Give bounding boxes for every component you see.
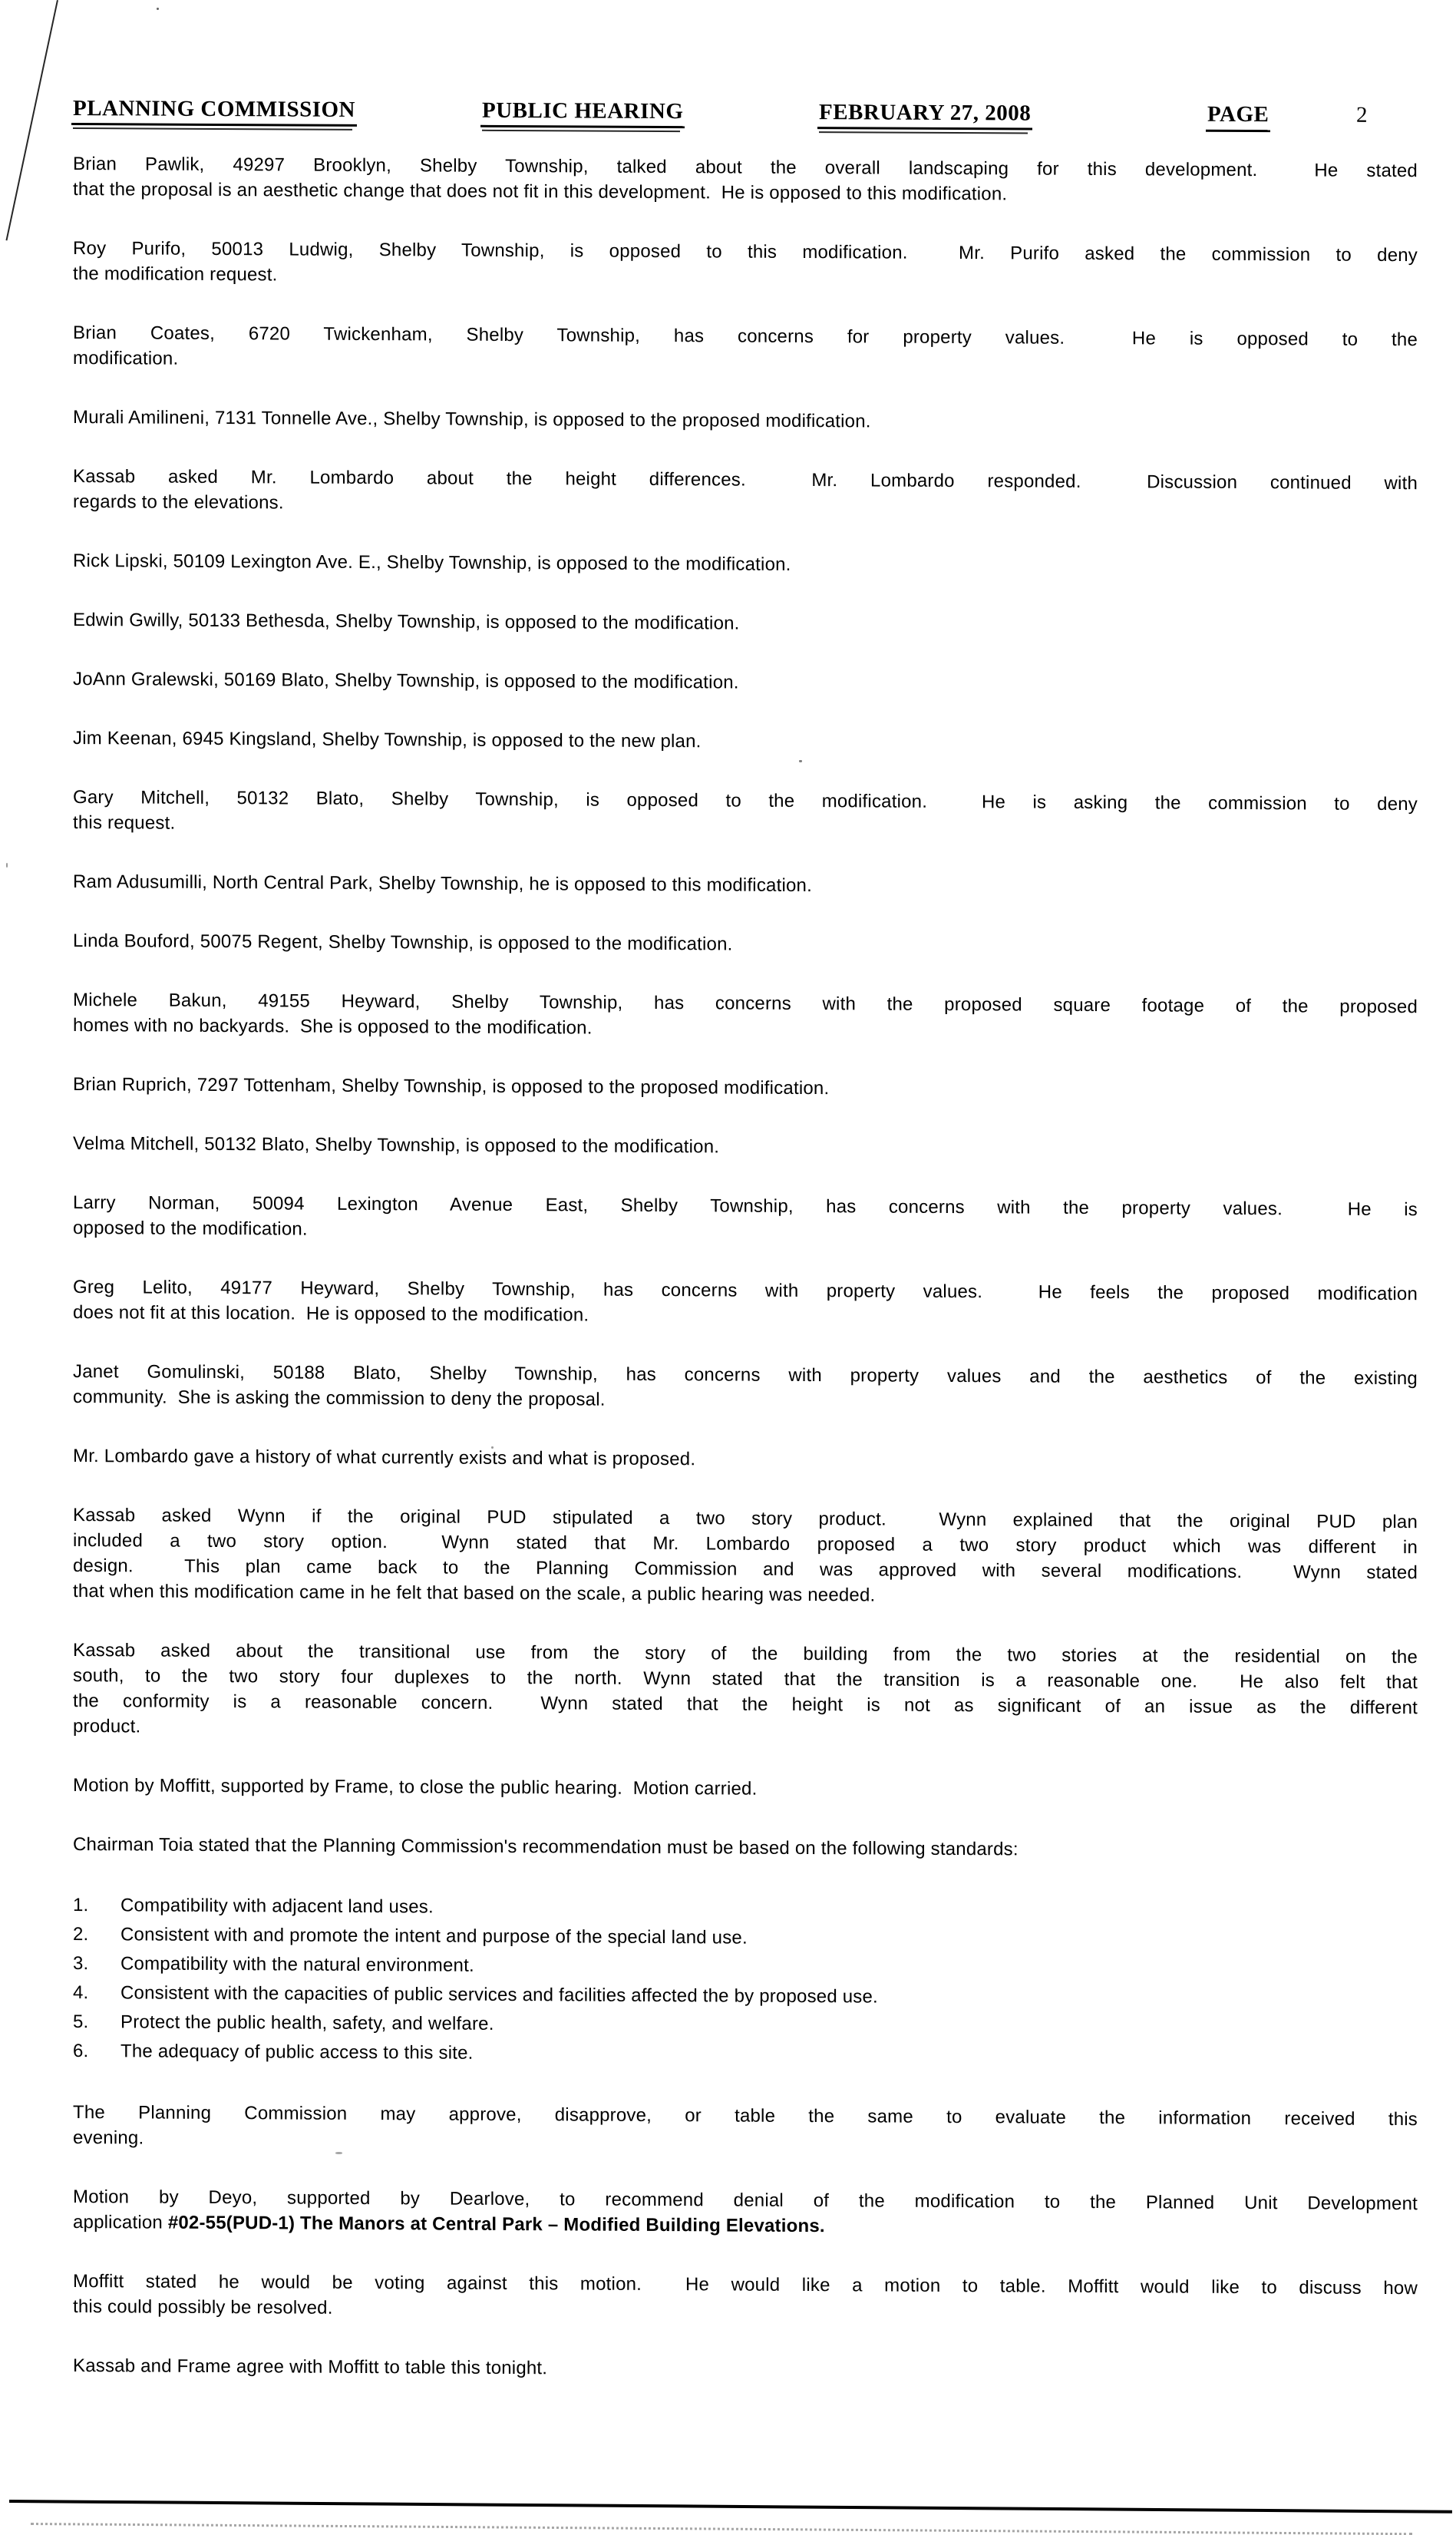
text-line: the conformity is a reasonable concern. Wynn stated that the height is not as significant of an issue as the different [73,1691,1418,1719]
text-line: Brian Coates, 6720 Twickenham, Shelby Township, has concerns for property values. He is opposed to the [73,322,1418,351]
text-line: opposed to the modification. [73,1218,308,1240]
text-line: that the proposal is an aesthetic change that does not fit in this development. He is opposed to this modification. [73,179,1008,205]
text-line: Kassab and Frame agree with Moffitt to table this tonight. [73,2355,548,2379]
paragraph [73,987,1418,1045]
text-line: community. She is asking the commission to deny the proposal. [73,1386,606,1410]
text-segment: application [73,2212,168,2233]
text-line: Edwin Gwilly, 50133 Bethesda, Shelby Township, is opposed to the modification. [73,610,740,634]
scan-diagonal-artifact [5,0,58,240]
text-line: Murali Amilineni, 7131 Tonnelle Ave., Shelby Township, is opposed to the proposed modification. [73,407,871,432]
text-line: homes with no backyards. She is opposed to the modification. [73,1015,593,1039]
paragraph [73,1443,1418,1476]
text-line: Kassab asked about the transitional use from the story of the building from the two stories at the residential on the [73,1640,1418,1668]
paragraph [73,2100,1418,2157]
text-line: south, to the two story four duplexes to the north. Wynn stated that the transition is a reasonable one. He also felt that [73,1665,1418,1694]
text-line: Mr. Lombardo gave a history of what currently exists and what is proposed. [73,1446,696,1470]
list-item-number: 5. [73,2011,89,2033]
header-section: PUBLIC HEARING [482,98,684,124]
list-item-text: The adequacy of public access to this site. [121,2041,474,2064]
paragraph [73,1072,1418,1104]
text-line: the modification request. [73,263,278,286]
text-line: design. This plan came back to the Planning Commission and was approved with several modifications. Wynn stated [73,1555,1418,1584]
paragraph [73,2184,1418,2242]
list-item-number: 3. [73,1953,89,1975]
text-line: Brian Pawlik, 49297 Brooklyn, Shelby Township, talked about the overall landscaping for this development. He stated [73,154,1418,182]
paragraph [73,320,1418,378]
scan-bottom-rule [9,2500,1452,2514]
paragraph [73,2353,1418,2385]
header-title: PLANNING COMMISSION [73,96,355,122]
paragraph [73,1638,1418,1746]
list-item [73,2037,1418,2073]
text-line: Brian Ruprich, 7297 Tottenham, Shelby Township, is opposed to the proposed modification. [73,1074,830,1099]
text-line: Gary Mitchell, 50132 Blato, Shelby Township, is opposed to the modification. He is asking the commission to deny [73,787,1418,815]
paragraph [73,928,1418,960]
list-item-text: Compatibility with adjacent land uses. [121,1895,434,1918]
text-line: Moffitt stated he would be voting against this motion. He would like a motion to table. Moffitt would like to discuss how [73,2271,1418,2299]
paragraph [73,666,1418,699]
text-line: Motion by Deyo, supported by Dearlove, to recommend denial of the modification to the Planned Unit Development [73,2186,1418,2215]
paragraph [73,607,1418,640]
paragraph [73,1131,1418,1163]
numbered-list [73,1891,1418,2073]
text-line: evening. [73,2127,144,2149]
paragraph [73,2269,1418,2326]
paragraph [73,869,1418,901]
paragraph [73,1502,1418,1611]
text-line: Rick Lipski, 50109 Lexington Ave. E., Shelby Township, is opposed to the modification. [73,550,791,575]
text-line: Kassab asked Wynn if the original PUD stipulated a two story product. Wynn explained that the original PUD plan [73,1505,1418,1533]
text-line: Velma Mitchell, 50132 Blato, Shelby Township, is opposed to the modification. [73,1133,720,1158]
list-item-text: Consistent with the capacities of public services and facilities affected the by proposed use. [121,1982,878,2008]
paragraph [73,1190,1418,1248]
text-line: this request. [73,812,176,834]
page-header [73,96,1418,135]
paragraph [73,1832,1418,1864]
paragraph [73,785,1418,842]
scan-bottom-dotted-line [31,2523,1412,2535]
text-line: modification. [73,348,179,369]
list-item-number: 4. [73,1982,89,2004]
text-line: that when this modification came in he felt that based on the scale, a public hearing was needed. [73,1581,876,1606]
text-line: does not fit at this location. He is opposed to the modification. [73,1302,589,1326]
list-item-number: 1. [73,1895,89,1916]
header-date: FEBRUARY 27, 2008 [819,100,1032,126]
paragraph [73,1359,1418,1416]
text-line: The Planning Commission may approve, disapprove, or table the same to evaluate the information received this [73,2102,1418,2130]
document-body [73,151,1418,2385]
paragraph [73,1773,1418,1805]
text-line: included a two story option. Wynn stated that Mr. Lombardo proposed a two story product which was different in [73,1530,1418,1558]
paragraph [73,236,1418,293]
paragraph [73,464,1418,521]
list-item-number: 2. [73,1924,89,1945]
list-item-text: Compatibility with the natural environment. [121,1953,474,1976]
text-line: Linda Bouford, 50075 Regent, Shelby Township, is opposed to the modification. [73,930,733,955]
paragraph [73,1274,1418,1332]
text-line: Michele Bakun, 49155 Heyward, Shelby Township, has concerns with the proposed square footage of the proposed [73,990,1418,1018]
text-line: product. [73,1716,141,1737]
paragraph [73,151,1418,209]
document-content [73,96,1418,2419]
text-line: regards to the elevations. [73,491,284,514]
text-line: JoAnn Gralewski, 50169 Blato, Shelby Township, is opposed to the modification. [73,669,739,693]
text-line: Kassab asked Mr. Lombardo about the height differences. Mr. Lombardo responded. Discussion continued with [73,466,1418,494]
text-line: Greg Lelito, 49177 Heyward, Shelby Township, has concerns with property values. He feels the proposed modification [73,1277,1418,1305]
text-line: Chairman Toia stated that the Planning Commission's recommendation must be based on the following standards: [73,1834,1019,1860]
text-line: Janet Gomulinski, 50188 Blato, Shelby Township, has concerns with property values and the aesthetics of the existing [73,1361,1418,1390]
text-line: Roy Purifo, 50013 Ludwig, Shelby Township, is opposed to this modification. Mr. Purifo asked the commission to deny [73,238,1418,266]
text-line: Larry Norman, 50094 Lexington Avenue East, Shelby Township, has concerns with the property values. He is [73,1192,1418,1221]
bold-text-segment: #02-55(PUD-1) The Manors at Central Park – Modified Building Elevations. [167,2212,825,2237]
paragraph [73,405,1418,437]
text-line: Motion by Moffitt, supported by Frame, to close the public hearing. Motion carried. [73,1775,758,1800]
paragraph [73,725,1418,758]
header-page-label: PAGE [1207,101,1269,127]
list-item-number: 6. [73,2041,89,2062]
header-page-number: 2 [1356,102,1368,127]
list-item-text: Consistent with and promote the intent and purpose of the special land use. [121,1924,748,1948]
paragraph [73,548,1418,580]
list-item-text: Protect the public health, safety, and welfare. [121,2011,494,2034]
text-line: Jim Keenan, 6945 Kingsland, Shelby Township, is opposed to the new plan. [73,728,702,752]
scan-speck [6,863,8,868]
text-line: this could possibly be resolved. [73,2296,333,2319]
text-line: Ram Adusumilli, North Central Park, Shelby Township, he is opposed to this modification. [73,871,812,897]
scan-speck [157,8,159,10]
